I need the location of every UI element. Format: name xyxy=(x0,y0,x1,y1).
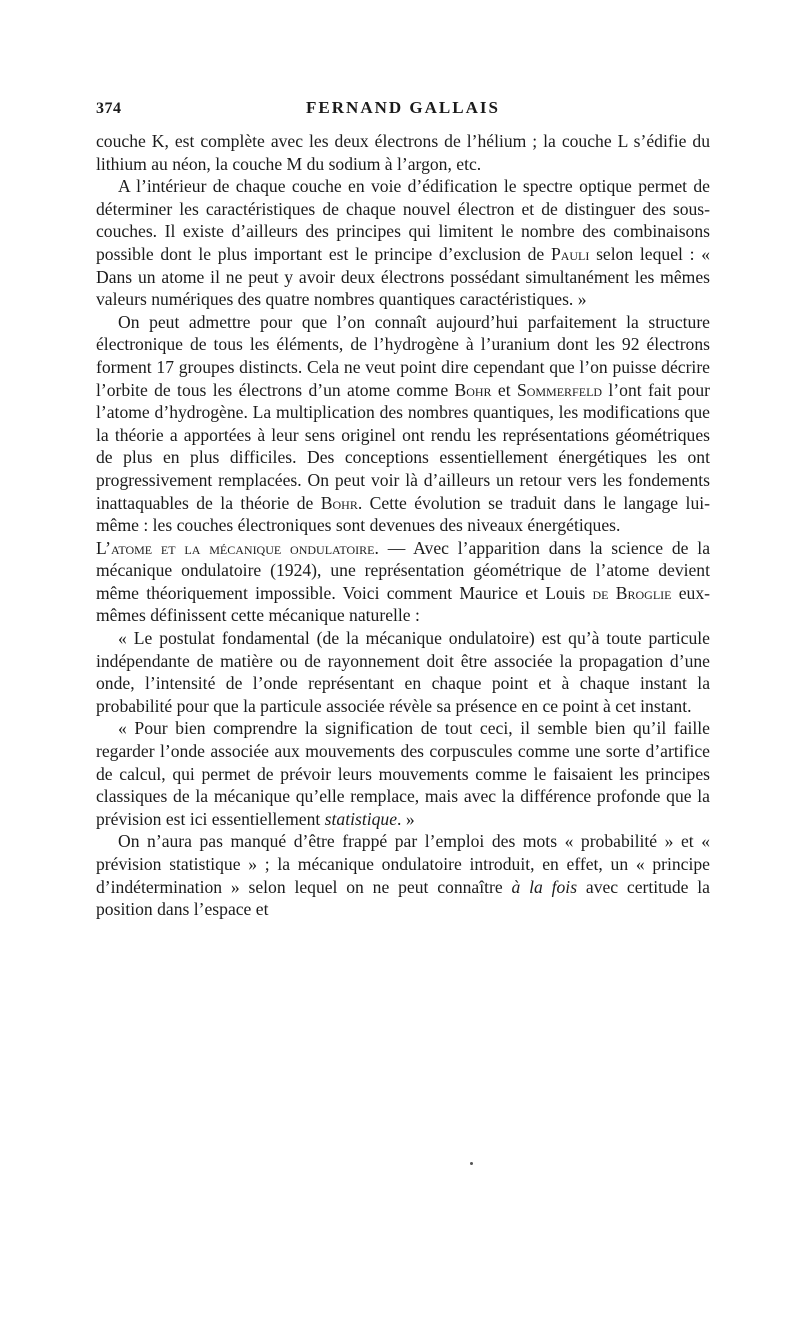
paragraph-3-text-a: On peut admettre pour que l’on connaît aujourd’hui parfaitement la structure électronique de tous les éléments, de l’hydrogène à l’uranium dont les 92 électrons forment 17 groupes distincts. Cela ne veut point dire cependant que l’on puisse décrire l’orbite de tous les électrons d’un atome comme xyxy=(96,311,710,400)
paragraph-3-text-b: et xyxy=(491,379,517,400)
paragraph-4 xyxy=(96,537,710,627)
paragraph-4-space xyxy=(609,583,616,603)
paragraph-5-text: « Le postulat fondamental (de la mécanique ondulatoire) est qu’à toute particule indépendante de matière ou de rayonnement doit être associée la propagation d’une onde, l’intensité de l’onde représentant en chaque point et à chaque instant la probabilité pour que la particule associée révèle sa présence en ce point à cet instant. xyxy=(96,628,710,716)
print-speck xyxy=(470,1162,473,1165)
page-number: 374 xyxy=(96,100,122,117)
paragraph-4-text-a: — Avec l’apparition dans la science de la mécanique ondulatoire (1924), une représentation géométrique de l’atome devient même théoriquement impossible. Voici comment Maurice et Louis xyxy=(96,537,711,603)
paragraph-7 xyxy=(96,830,710,920)
body-text xyxy=(96,130,710,921)
paragraph-6-text-b: . » xyxy=(397,808,415,829)
paragraph-3-text-d: . Cette évolution se traduit dans le langage lui-même : les couches électroniques sont devenues des niveaux énergétiques. xyxy=(96,492,710,536)
paragraph-2-text-b: selon lequel : « Dans un atome il ne peut y avoir deux électrons possédant simultanément les mêmes valeurs numériques des quatre nombres quantiques caractéristiques. » xyxy=(96,243,710,310)
book-page xyxy=(96,94,710,921)
running-title: FERNAND GALLAIS xyxy=(306,98,500,117)
paragraph-4-text-b: eux-mêmes définissent cette mécanique naturelle : xyxy=(96,582,710,626)
paragraph-2 xyxy=(96,175,710,311)
paragraph-7-text-a: On n’aura pas manqué d’être frappé par l’emploi des mots « probabilité » et « prévision statistique » ; la mécanique ondulatoire introduit, en effet, un « principe d’indétermination » selon lequel on ne peut connaître xyxy=(96,831,710,897)
paragraph-3 xyxy=(96,311,710,537)
author-name-bohr: Bohr xyxy=(454,379,492,400)
author-name-sommerfeld: Sommerfeld xyxy=(516,379,603,400)
paragraph-6-text-a: « Pour bien comprendre la signification de tout ceci, il semble bien qu’il faille regarder l’onde associée aux mouvements des corpuscules comme une sorte d’artifice de calcul, qui permet de prévoir leurs mouvements comme le faisaient les principes classiques de la mécanique qu’elle remplace, mais avec la différence profonde que la prévision est ici essentiellement xyxy=(96,718,710,829)
paragraph-1 xyxy=(96,130,710,175)
author-name-bohr-2: Bohr xyxy=(320,492,358,513)
paragraph-5 xyxy=(96,627,710,717)
emphasis-statistique: statistique xyxy=(324,808,398,829)
author-name-pauli: Pauli xyxy=(550,243,590,264)
paragraph-2-text-a: A l’intérieur de chaque couche en voie d’édification le spectre optique permet de déterminer les caractéristiques de chaque nouvel électron et de distinguer des sous-couches. Il existe d’ailleurs des principes qui limitent le nombre des combinaisons possible dont le plus important est le principe d’exclusion de xyxy=(96,176,710,264)
name-particle: de xyxy=(592,582,609,603)
section-heading: L’atome et la mécanique ondulatoire. xyxy=(96,537,379,558)
author-name-broglie: Broglie xyxy=(615,582,672,603)
emphasis-a-la-fois: à la fois xyxy=(511,876,578,897)
paragraph-7-text-b: avec certitude la position dans l’espace et xyxy=(96,876,710,920)
paragraph-1-text: couche K, est complète avec les deux électrons de l’hélium ; la couche L s’édifie du lithium au néon, la couche M du sodium à l’argon, etc. xyxy=(96,131,710,174)
paragraph-3-text-c: l’ont fait pour l’atome d’hydrogène. La multiplication des nombres quantiques, les modifications que la théorie a apportées à leur sens originel ont rendu les représentations géométriques de plus en plus difficiles. Des conceptions essentiellement énergétiques les ont progressivement remplacées. On peut voir là d’ailleurs un retour vers les fondements inattaquables de la théorie de xyxy=(96,379,710,513)
running-head xyxy=(96,94,710,122)
paragraph-6 xyxy=(96,717,710,830)
